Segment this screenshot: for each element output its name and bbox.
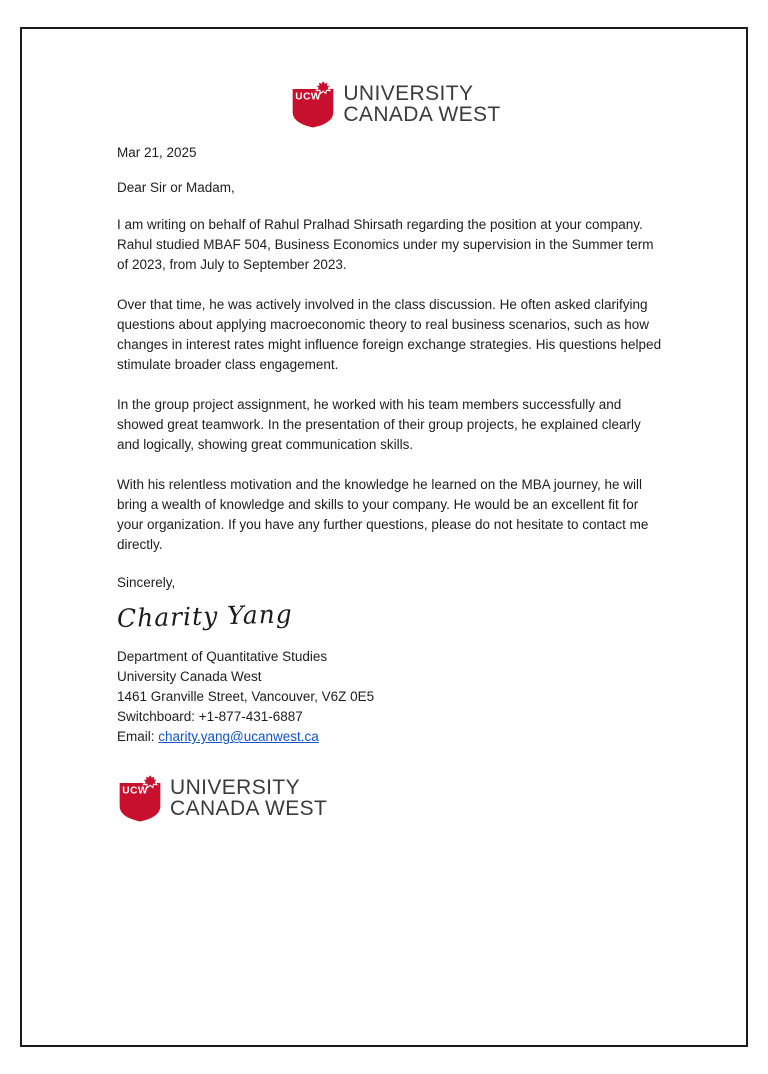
letter-closing: Sincerely, bbox=[117, 575, 176, 590]
contact-institution: University Canada West bbox=[117, 669, 262, 684]
letter-content bbox=[22, 29, 746, 823]
letter-salutation: Dear Sir or Madam, bbox=[117, 180, 235, 195]
handwritten-signature: Charity Yang bbox=[116, 599, 294, 633]
ucw-logo-top bbox=[290, 79, 500, 129]
logo-line2: CANADA WEST bbox=[170, 797, 328, 820]
letter-paragraph-3: In the group project assignment, he worked with his team members successfully and showed great teamwork. In the presentation of their group projects, he explained clearly and logically, showing great communication skills. bbox=[117, 397, 641, 452]
contact-phone: Switchboard: +1-877-431-6887 bbox=[117, 709, 303, 724]
page-border bbox=[20, 27, 748, 1047]
ucw-shield-icon bbox=[290, 79, 336, 129]
contact-department: Department of Quantitative Studies bbox=[117, 649, 328, 664]
contact-block bbox=[117, 647, 674, 747]
logo-line1: UNIVERSITY bbox=[170, 775, 301, 799]
letter-paragraph-2: Over that time, he was actively involved in the class discussion. He often asked clarifying questions about applying macroeconomic theory to real business scenarios, such as how changes in interest rates might influence foreign exchange strategies. His questions helped stimulate broader class engagement. bbox=[117, 297, 662, 372]
logo-line1: UNIVERSITY bbox=[343, 81, 474, 105]
letter-paragraph-1: I am writing on behalf of Rahul Pralhad Shirsath regarding the position at your company. Rahul studied MBAF 504, Business Economics under my supervision in the Summer term of 2023, from July to September 2023. bbox=[117, 217, 654, 272]
letter-paragraph-4: With his relentless motivation and the knowledge he learned on the MBA journey, he will bring a wealth of knowledge and skills to your company. He would be an excellent fit for your organization. If you have any further questions, please do not hesitate to contact me directly. bbox=[117, 477, 649, 552]
contact-address: 1461 Granville Street, Vancouver, V6Z 0E5 bbox=[117, 689, 375, 704]
ucw-shield-icon bbox=[117, 773, 163, 823]
email-link[interactable]: charity.yang@ucanwest.ca bbox=[158, 729, 319, 744]
ucw-logo-bottom bbox=[117, 773, 674, 823]
ucw-shield-label: UCW bbox=[295, 91, 322, 103]
letter-date: Mar 21, 2025 bbox=[117, 145, 197, 160]
logo-line2: CANADA WEST bbox=[343, 103, 501, 126]
ucw-shield-label: UCW bbox=[122, 785, 148, 797]
ucw-logo-wordmark bbox=[170, 777, 327, 820]
footer-logo-area bbox=[117, 773, 674, 823]
contact-email-line bbox=[117, 727, 674, 747]
email-label: Email: bbox=[117, 729, 159, 744]
ucw-logo-wordmark bbox=[343, 83, 500, 126]
header-logo-area bbox=[117, 79, 674, 129]
